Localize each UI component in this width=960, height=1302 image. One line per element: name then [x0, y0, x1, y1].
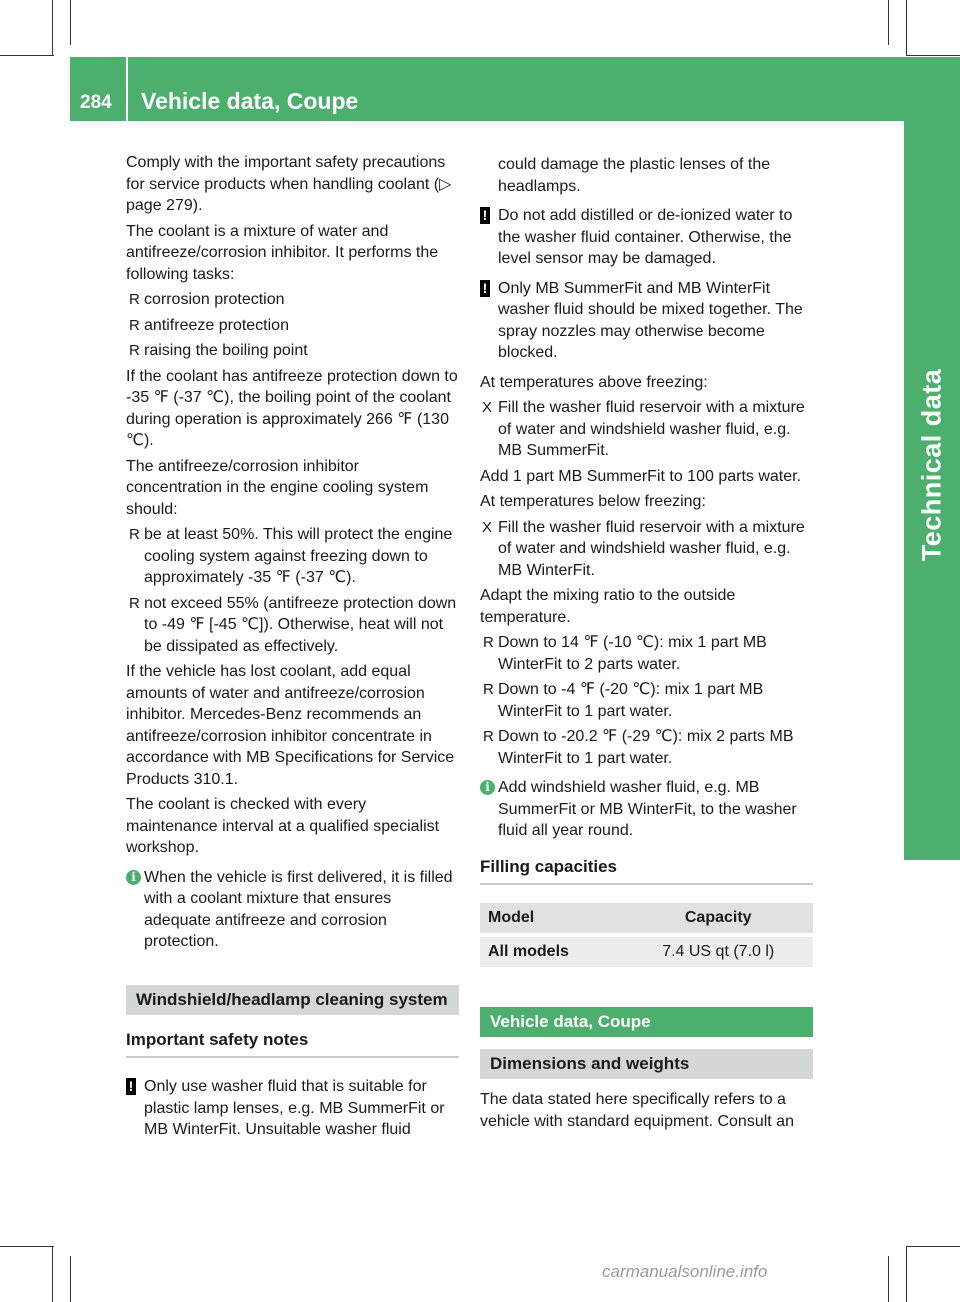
- page-number: 284: [80, 92, 112, 113]
- crop-mark: [70, 1256, 71, 1302]
- warning-text: Only use washer fluid that is suitable for plastic lamp lenses, e.g. MB SummerFit or MB WinterFit. Unsuitable washer fluid: [144, 1078, 445, 1138]
- header-title: Vehicle data, Coupe: [141, 88, 359, 114]
- warning-note: [480, 205, 813, 270]
- instruction-step: X Fill the washer fluid reservoir with a mixture of water and windshield washer fluid, e.g. MB WinterFit.: [480, 517, 813, 582]
- paragraph: If the vehicle has lost coolant, add equal amounts of water and antifreeze/corrosion inhibitor. Mercedes-Benz recommends an antifreeze/corrosion inhibitor concentrate in accordance with MB Specifications for Service Products 310.1.: [126, 663, 455, 788]
- paragraph: The data stated here specifically refers to a vehicle with standard equipment. Consult an: [480, 1091, 794, 1130]
- capacity-table: [480, 899, 813, 971]
- info-icon: i: [480, 780, 495, 795]
- instruction-step: X Fill the washer fluid reservoir with a mixture of water and windshield washer fluid, e.g. MB SummerFit.: [480, 397, 813, 462]
- header-divider: [126, 57, 128, 121]
- info-text: When the vehicle is first delivered, it is filled with a coolant mixture that ensures adequate antifreeze and corrosion protection.: [144, 868, 453, 950]
- warning-text: Do not add distilled or de-ionized water to the washer fluid container. Otherwise, the level sensor may be damaged.: [498, 207, 793, 267]
- info-icon: i: [126, 870, 141, 885]
- list-item: R raising the boiling point: [126, 340, 459, 362]
- crop-mark: [888, 0, 889, 45]
- paragraph: If the coolant has antifreeze protection down to -35 ℉ (-37 ℃), the boiling point of the coolant during operation is approximately 266 ℉ (130 ℃).: [126, 367, 458, 449]
- paragraph: The coolant is checked with every maintenance interval at a qualified specialist workshop.: [126, 796, 440, 856]
- list-item: R be at least 50%. This will protect the engine cooling system against freezing down to approximately -35 ℉ (-37 ℃).: [126, 524, 459, 589]
- crop-mark: [52, 1246, 53, 1302]
- info-text: Add windshield washer fluid, e.g. MB SummerFit or MB WinterFit, to the washer fluid all year round.: [498, 779, 797, 839]
- section-title: Vehicle data, Coupe: [480, 1007, 813, 1037]
- crop-mark: [906, 0, 907, 55]
- warning-icon: !: [126, 1078, 136, 1095]
- list-item: R not exceed 55% (antifreeze protection down to -49 ℉ [-45 ℃]). Otherwise, heat will not be dissipated as effectively.: [126, 593, 459, 658]
- paragraph: Add 1 part MB SummerFit to 100 parts water.: [480, 467, 802, 485]
- paragraph: At temperatures below freezing:: [480, 493, 706, 510]
- warning-note: [480, 278, 813, 364]
- paragraph: At temperatures above freezing:: [480, 373, 708, 391]
- crop-mark: [906, 1246, 960, 1247]
- list-item: R Down to -4 ℉ (-20 ℃): mix 1 part MB WinterFit to 1 part water.: [480, 679, 813, 722]
- side-tab-label: Technical data: [916, 368, 947, 562]
- paragraph: The antifreeze/corrosion inhibitor concentration in the engine cooling system should:: [126, 457, 429, 518]
- crop-mark: [906, 55, 960, 56]
- paragraph: The coolant is a mixture of water and antifreeze/corrosion inhibitor. It performs the following tasks:: [126, 222, 439, 283]
- paragraph: Adapt the mixing ratio to the outside temperature.: [480, 587, 736, 626]
- info-note: [126, 867, 459, 953]
- left-column: [126, 152, 459, 1149]
- watermark: carmanualsonline.info: [602, 1262, 768, 1281]
- crop-mark: [906, 1246, 907, 1302]
- list-item: R corrosion protection: [126, 289, 459, 311]
- paragraph: Comply with the important safety precautions for service products when handling coolant (▷ page 279).: [126, 154, 452, 214]
- crop-mark: [888, 1256, 889, 1302]
- table-header-capacity: Capacity: [623, 903, 813, 933]
- section-subtitle: Dimensions and weights: [480, 1049, 813, 1079]
- warning-text: Only MB SummerFit and MB WinterFit washer fluid should be mixed together. The spray nozzles may otherwise become blocked.: [498, 279, 803, 361]
- subheading: Filling capacities: [480, 856, 813, 886]
- table-cell: 7.4 US qt (7.0 l): [623, 937, 813, 967]
- crop-mark: [70, 0, 71, 45]
- list-item: R Down to -20.2 ℉ (-29 ℃): mix 2 parts MB WinterFit to 1 part water.: [480, 726, 813, 769]
- right-column: [480, 154, 813, 1136]
- table-header-row: [480, 903, 813, 933]
- warning-note: [126, 1076, 459, 1141]
- table-row: [480, 937, 813, 967]
- crop-mark: [52, 0, 53, 55]
- crop-mark: [0, 1246, 54, 1247]
- table-header-model: Model: [480, 903, 623, 933]
- warning-icon: !: [480, 280, 490, 297]
- list-item: R antifreeze protection: [126, 315, 459, 337]
- section-title: Windshield/headlamp cleaning system: [126, 985, 459, 1015]
- crop-mark: [0, 55, 54, 56]
- info-note: [480, 777, 813, 842]
- table-cell: All models: [480, 937, 623, 967]
- list-item: R Down to 14 ℉ (-10 ℃): mix 1 part MB WinterFit to 2 parts water.: [480, 632, 813, 675]
- warning-icon: !: [480, 207, 490, 224]
- paragraph: could damage the plastic lenses of the headlamps.: [498, 156, 771, 195]
- subheading: Important safety notes: [126, 1029, 459, 1059]
